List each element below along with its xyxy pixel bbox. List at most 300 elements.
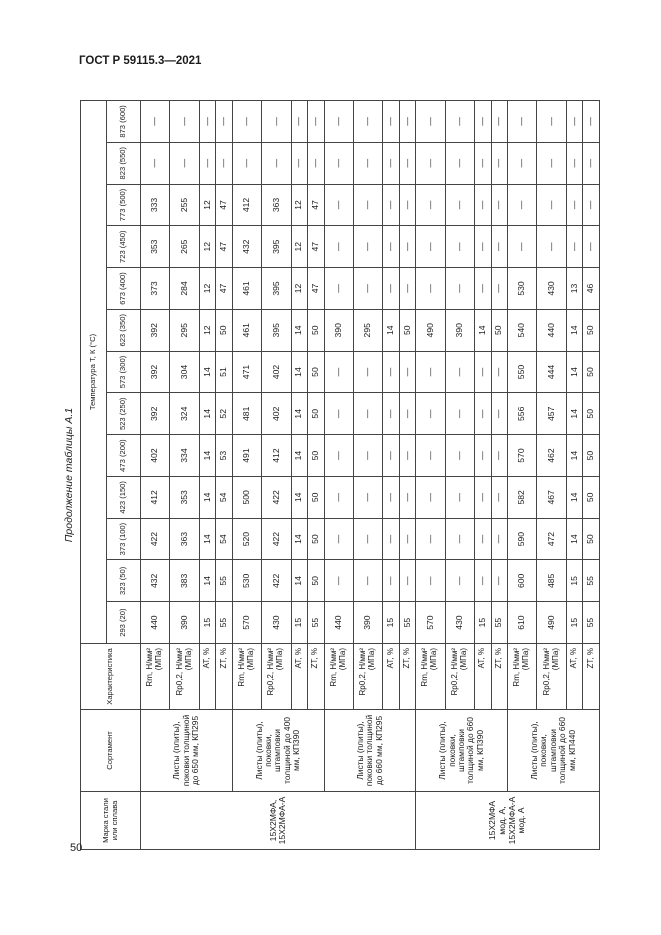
value-cell: 54 bbox=[216, 476, 233, 518]
value-cell: 390 bbox=[170, 602, 199, 644]
value-cell: 14 bbox=[199, 560, 216, 602]
header-characteristic: Характеристика bbox=[81, 644, 141, 710]
value-cell: 50 bbox=[583, 309, 600, 351]
value-cell: 334 bbox=[170, 435, 199, 477]
value-cell: 12 bbox=[199, 309, 216, 351]
value-cell: 15 bbox=[199, 602, 216, 644]
value-cell: — bbox=[399, 184, 416, 226]
value-cell: 14 bbox=[199, 435, 216, 477]
temperature-header-cell: 473 (200) bbox=[107, 435, 141, 477]
value-cell: 390 bbox=[445, 309, 474, 351]
value-cell: 14 bbox=[291, 560, 308, 602]
value-cell: — bbox=[353, 393, 382, 435]
value-cell: 15 bbox=[291, 602, 308, 644]
value-cell: 395 bbox=[262, 226, 291, 268]
temperature-header-cell: 873 (600) bbox=[107, 101, 141, 143]
value-cell: 422 bbox=[262, 518, 291, 560]
value-cell: 14 bbox=[566, 435, 583, 477]
value-cell: 333 bbox=[141, 184, 170, 226]
value-cell: 14 bbox=[566, 351, 583, 393]
value-cell: 570 bbox=[232, 602, 261, 644]
value-cell: 520 bbox=[232, 518, 261, 560]
value-cell: 395 bbox=[262, 268, 291, 310]
value-cell: 373 bbox=[141, 268, 170, 310]
value-cell: 412 bbox=[262, 435, 291, 477]
value-cell: 14 bbox=[291, 435, 308, 477]
value-cell: — bbox=[399, 518, 416, 560]
value-cell: 50 bbox=[216, 309, 233, 351]
value-cell: — bbox=[445, 518, 474, 560]
value-cell: — bbox=[383, 560, 400, 602]
value-cell: — bbox=[353, 268, 382, 310]
value-cell: 50 bbox=[308, 309, 325, 351]
value-cell: 600 bbox=[508, 560, 537, 602]
value-cell: 395 bbox=[262, 309, 291, 351]
value-cell: 422 bbox=[262, 560, 291, 602]
value-cell: — bbox=[491, 226, 508, 268]
value-cell: 556 bbox=[508, 393, 537, 435]
value-cell: 570 bbox=[508, 435, 537, 477]
value-cell: 14 bbox=[199, 476, 216, 518]
value-cell: 14 bbox=[291, 393, 308, 435]
value-cell: — bbox=[537, 101, 566, 143]
value-cell: 412 bbox=[141, 476, 170, 518]
value-cell: — bbox=[537, 226, 566, 268]
value-cell: 582 bbox=[508, 476, 537, 518]
value-cell: — bbox=[141, 101, 170, 143]
value-cell: 440 bbox=[537, 309, 566, 351]
value-cell: — bbox=[491, 101, 508, 143]
value-cell: — bbox=[416, 268, 445, 310]
characteristic-cell: Rp0,2, Н/мм² (МПа) bbox=[353, 644, 382, 710]
value-cell: 402 bbox=[262, 393, 291, 435]
value-cell: — bbox=[308, 101, 325, 143]
value-cell: 457 bbox=[537, 393, 566, 435]
value-cell: — bbox=[491, 476, 508, 518]
value-cell: — bbox=[141, 142, 170, 184]
value-cell: 55 bbox=[399, 602, 416, 644]
value-cell: — bbox=[445, 184, 474, 226]
value-cell: — bbox=[475, 184, 492, 226]
characteristic-cell: AT, % bbox=[566, 644, 583, 710]
value-cell: 14 bbox=[475, 309, 492, 351]
value-cell: — bbox=[399, 268, 416, 310]
characteristic-cell: Rp0,2, Н/мм² (МПа) bbox=[170, 644, 199, 710]
value-cell: 13 bbox=[566, 268, 583, 310]
value-cell: — bbox=[262, 101, 291, 143]
value-cell: — bbox=[232, 142, 261, 184]
value-cell: 50 bbox=[308, 518, 325, 560]
value-cell: 485 bbox=[537, 560, 566, 602]
header-temperature: Температура T, К (°С) bbox=[81, 101, 107, 644]
value-cell: 14 bbox=[199, 518, 216, 560]
value-cell: 412 bbox=[232, 184, 261, 226]
value-cell: — bbox=[508, 226, 537, 268]
value-cell: 491 bbox=[232, 435, 261, 477]
value-cell: — bbox=[416, 393, 445, 435]
value-cell: 14 bbox=[199, 351, 216, 393]
value-cell: — bbox=[508, 101, 537, 143]
characteristic-cell: Rp0,2, Н/мм² (МПа) bbox=[445, 644, 474, 710]
value-cell: 444 bbox=[537, 351, 566, 393]
value-cell: 15 bbox=[383, 602, 400, 644]
value-cell: 430 bbox=[445, 602, 474, 644]
value-cell: — bbox=[399, 435, 416, 477]
value-cell: — bbox=[416, 435, 445, 477]
value-cell: — bbox=[383, 226, 400, 268]
value-cell: — bbox=[324, 142, 353, 184]
value-cell: — bbox=[353, 351, 382, 393]
characteristic-cell: Rm, Н/мм² (МПа) bbox=[416, 644, 445, 710]
value-cell: 422 bbox=[262, 476, 291, 518]
value-cell: — bbox=[475, 476, 492, 518]
value-cell: 15 bbox=[566, 602, 583, 644]
value-cell: — bbox=[475, 560, 492, 602]
sortament-cell: Листы (плиты), поковки толщиной до 650 мм, КП295 bbox=[141, 710, 233, 792]
value-cell: — bbox=[399, 226, 416, 268]
value-cell: 462 bbox=[537, 435, 566, 477]
value-cell: — bbox=[566, 226, 583, 268]
value-cell: — bbox=[353, 226, 382, 268]
characteristic-cell: Rm, Н/мм² (МПа) bbox=[141, 644, 170, 710]
value-cell: 50 bbox=[308, 393, 325, 435]
value-cell: — bbox=[416, 560, 445, 602]
value-cell: — bbox=[383, 268, 400, 310]
properties-table bbox=[80, 100, 600, 850]
value-cell: — bbox=[491, 268, 508, 310]
characteristic-cell: ZT, % bbox=[491, 644, 508, 710]
characteristic-cell: AT, % bbox=[291, 644, 308, 710]
value-cell: — bbox=[353, 435, 382, 477]
header-grade: Марка стали или сплава bbox=[81, 792, 141, 850]
temperature-header-cell: 623 (350) bbox=[107, 309, 141, 351]
value-cell: 53 bbox=[216, 435, 233, 477]
value-cell: — bbox=[383, 435, 400, 477]
value-cell: 47 bbox=[308, 184, 325, 226]
sortament-cell: Листы (плиты), поковки, штамповки толщиной до 660 мм, КП390 bbox=[416, 710, 508, 792]
temperature-header-cell: 293 (20) bbox=[107, 602, 141, 644]
value-cell: — bbox=[475, 393, 492, 435]
temperature-header-cell: 723 (450) bbox=[107, 226, 141, 268]
value-cell: 402 bbox=[262, 351, 291, 393]
value-cell: — bbox=[216, 101, 233, 143]
value-cell: 467 bbox=[537, 476, 566, 518]
grade-cell: 15Х2МФА мод. А, 15Х2МФА-А мод. А bbox=[416, 792, 600, 850]
characteristic-cell: ZT, % bbox=[216, 644, 233, 710]
value-cell: 295 bbox=[353, 309, 382, 351]
value-cell: 12 bbox=[199, 226, 216, 268]
value-cell: — bbox=[383, 393, 400, 435]
value-cell: — bbox=[324, 476, 353, 518]
sortament-cell: Листы (плиты), поковки, штамповки толщиной до 660 мм, КП440 bbox=[508, 710, 600, 792]
value-cell: 530 bbox=[508, 268, 537, 310]
value-cell: 383 bbox=[170, 560, 199, 602]
value-cell: — bbox=[475, 351, 492, 393]
value-cell: 392 bbox=[141, 309, 170, 351]
value-cell: — bbox=[445, 351, 474, 393]
value-cell: — bbox=[353, 142, 382, 184]
value-cell: — bbox=[353, 476, 382, 518]
value-cell: 540 bbox=[508, 309, 537, 351]
value-cell: 490 bbox=[416, 309, 445, 351]
value-cell: — bbox=[475, 518, 492, 560]
value-cell: 295 bbox=[170, 309, 199, 351]
value-cell: 50 bbox=[308, 435, 325, 477]
value-cell: — bbox=[445, 476, 474, 518]
value-cell: 47 bbox=[308, 268, 325, 310]
value-cell: — bbox=[324, 268, 353, 310]
value-cell: — bbox=[416, 476, 445, 518]
value-cell: 590 bbox=[508, 518, 537, 560]
value-cell: 14 bbox=[566, 309, 583, 351]
value-cell: 432 bbox=[232, 226, 261, 268]
value-cell: 363 bbox=[262, 184, 291, 226]
value-cell: — bbox=[583, 142, 600, 184]
value-cell: 50 bbox=[583, 435, 600, 477]
value-cell: 481 bbox=[232, 393, 261, 435]
value-cell: — bbox=[583, 226, 600, 268]
characteristic-cell: Rm, Н/мм² (МПа) bbox=[324, 644, 353, 710]
value-cell: — bbox=[416, 518, 445, 560]
value-cell: 440 bbox=[324, 602, 353, 644]
value-cell: — bbox=[416, 351, 445, 393]
value-cell: 14 bbox=[291, 351, 308, 393]
value-cell: — bbox=[353, 560, 382, 602]
characteristic-cell: AT, % bbox=[475, 644, 492, 710]
table-row bbox=[232, 101, 261, 850]
value-cell: — bbox=[399, 476, 416, 518]
document-header: ГОСТ Р 59115.3—2021 bbox=[79, 55, 202, 67]
value-cell: 55 bbox=[216, 602, 233, 644]
value-cell: 47 bbox=[216, 184, 233, 226]
value-cell: 54 bbox=[216, 518, 233, 560]
value-cell: — bbox=[491, 393, 508, 435]
sortament-cell: Листы (плиты), поковки, штамповки толщиной до 400 мм, КП390 bbox=[232, 710, 324, 792]
value-cell: 12 bbox=[199, 268, 216, 310]
value-cell: — bbox=[308, 142, 325, 184]
value-cell: — bbox=[475, 268, 492, 310]
value-cell: — bbox=[445, 393, 474, 435]
value-cell: — bbox=[445, 268, 474, 310]
characteristic-cell: Rp0,2, Н/мм² (МПа) bbox=[537, 644, 566, 710]
value-cell: 14 bbox=[383, 309, 400, 351]
value-cell: — bbox=[475, 101, 492, 143]
temperature-header-cell: 523 (250) bbox=[107, 393, 141, 435]
value-cell: — bbox=[566, 142, 583, 184]
value-cell: 490 bbox=[537, 602, 566, 644]
caption-wrapper bbox=[60, 100, 78, 850]
table-row bbox=[508, 101, 537, 850]
value-cell: 55 bbox=[308, 602, 325, 644]
value-cell: — bbox=[324, 226, 353, 268]
value-cell: — bbox=[537, 142, 566, 184]
value-cell: — bbox=[445, 226, 474, 268]
value-cell: 15 bbox=[566, 560, 583, 602]
value-cell: — bbox=[537, 184, 566, 226]
value-cell: 14 bbox=[566, 518, 583, 560]
characteristic-cell: Rm, Н/мм² (МПа) bbox=[232, 644, 261, 710]
value-cell: — bbox=[324, 393, 353, 435]
value-cell: — bbox=[324, 351, 353, 393]
value-cell: 14 bbox=[199, 393, 216, 435]
value-cell: 550 bbox=[508, 351, 537, 393]
value-cell: — bbox=[566, 101, 583, 143]
value-cell: 461 bbox=[232, 268, 261, 310]
characteristic-cell: Rp0,2, Н/мм² (МПа) bbox=[262, 644, 291, 710]
value-cell: 51 bbox=[216, 351, 233, 393]
value-cell: 47 bbox=[308, 226, 325, 268]
value-cell: 472 bbox=[537, 518, 566, 560]
value-cell: 610 bbox=[508, 602, 537, 644]
value-cell: — bbox=[491, 435, 508, 477]
value-cell: 50 bbox=[583, 476, 600, 518]
value-cell: — bbox=[399, 560, 416, 602]
value-cell: 46 bbox=[583, 268, 600, 310]
value-cell: — bbox=[416, 142, 445, 184]
table-row bbox=[324, 101, 353, 850]
value-cell: 500 bbox=[232, 476, 261, 518]
value-cell: — bbox=[324, 435, 353, 477]
temperature-header-cell: 323 (50) bbox=[107, 560, 141, 602]
value-cell: — bbox=[291, 101, 308, 143]
value-cell: 430 bbox=[262, 602, 291, 644]
value-cell: 14 bbox=[566, 476, 583, 518]
value-cell: — bbox=[383, 184, 400, 226]
value-cell: — bbox=[491, 351, 508, 393]
value-cell: — bbox=[199, 101, 216, 143]
value-cell: — bbox=[399, 393, 416, 435]
value-cell: — bbox=[399, 351, 416, 393]
value-cell: — bbox=[508, 142, 537, 184]
value-cell: — bbox=[383, 142, 400, 184]
value-cell: — bbox=[583, 101, 600, 143]
value-cell: — bbox=[399, 101, 416, 143]
value-cell: 392 bbox=[141, 393, 170, 435]
value-cell: — bbox=[445, 142, 474, 184]
value-cell: 15 bbox=[475, 602, 492, 644]
value-cell: — bbox=[383, 101, 400, 143]
value-cell: — bbox=[491, 518, 508, 560]
value-cell: 304 bbox=[170, 351, 199, 393]
value-cell: 432 bbox=[141, 560, 170, 602]
value-cell: — bbox=[445, 101, 474, 143]
value-cell: 50 bbox=[399, 309, 416, 351]
value-cell: 255 bbox=[170, 184, 199, 226]
value-cell: — bbox=[383, 476, 400, 518]
header-sortament: Сортамент bbox=[81, 710, 141, 792]
value-cell: 570 bbox=[416, 602, 445, 644]
value-cell: 50 bbox=[308, 560, 325, 602]
value-cell: 50 bbox=[583, 351, 600, 393]
characteristic-cell: Rm, Н/мм² (МПа) bbox=[508, 644, 537, 710]
table-caption: Продолжение таблицы А.1 bbox=[63, 407, 75, 543]
value-cell: 390 bbox=[353, 602, 382, 644]
value-cell: — bbox=[445, 560, 474, 602]
value-cell: 324 bbox=[170, 393, 199, 435]
value-cell: — bbox=[353, 518, 382, 560]
value-cell: 12 bbox=[291, 226, 308, 268]
value-cell: 52 bbox=[216, 393, 233, 435]
characteristic-cell: ZT, % bbox=[308, 644, 325, 710]
characteristic-cell: AT, % bbox=[199, 644, 216, 710]
value-cell: — bbox=[566, 184, 583, 226]
value-cell: 363 bbox=[170, 518, 199, 560]
value-cell: — bbox=[353, 184, 382, 226]
value-cell: 353 bbox=[170, 476, 199, 518]
table-container bbox=[80, 100, 600, 850]
value-cell: — bbox=[262, 142, 291, 184]
value-cell: 50 bbox=[491, 309, 508, 351]
value-cell: — bbox=[475, 226, 492, 268]
table-row bbox=[416, 101, 445, 850]
value-cell: 55 bbox=[583, 560, 600, 602]
value-cell: — bbox=[324, 184, 353, 226]
value-cell: 50 bbox=[308, 351, 325, 393]
value-cell: — bbox=[399, 142, 416, 184]
value-cell: 14 bbox=[291, 309, 308, 351]
value-cell: — bbox=[491, 560, 508, 602]
value-cell: 55 bbox=[216, 560, 233, 602]
value-cell: 12 bbox=[199, 184, 216, 226]
value-cell: 14 bbox=[566, 393, 583, 435]
value-cell: 461 bbox=[232, 309, 261, 351]
value-cell: — bbox=[324, 518, 353, 560]
temperature-header-cell: 573 (300) bbox=[107, 351, 141, 393]
value-cell: 530 bbox=[232, 560, 261, 602]
value-cell: — bbox=[491, 142, 508, 184]
value-cell: 284 bbox=[170, 268, 199, 310]
value-cell: 55 bbox=[583, 602, 600, 644]
value-cell: 50 bbox=[583, 393, 600, 435]
value-cell: — bbox=[383, 518, 400, 560]
value-cell: — bbox=[508, 184, 537, 226]
value-cell: — bbox=[583, 184, 600, 226]
value-cell: 422 bbox=[141, 518, 170, 560]
value-cell: 390 bbox=[324, 309, 353, 351]
value-cell: — bbox=[383, 351, 400, 393]
value-cell: 47 bbox=[216, 268, 233, 310]
temperature-header-cell: 773 (500) bbox=[107, 184, 141, 226]
value-cell: 265 bbox=[170, 226, 199, 268]
value-cell: 14 bbox=[291, 518, 308, 560]
page-number: 50 bbox=[70, 842, 83, 854]
temperature-header-cell: 823 (550) bbox=[107, 142, 141, 184]
value-cell: — bbox=[324, 560, 353, 602]
value-cell: 50 bbox=[308, 476, 325, 518]
value-cell: — bbox=[353, 101, 382, 143]
value-cell: 430 bbox=[537, 268, 566, 310]
value-cell: 14 bbox=[291, 476, 308, 518]
table-row bbox=[141, 101, 170, 850]
value-cell: — bbox=[416, 184, 445, 226]
value-cell: 471 bbox=[232, 351, 261, 393]
characteristic-cell: ZT, % bbox=[399, 644, 416, 710]
value-cell: 12 bbox=[291, 184, 308, 226]
value-cell: — bbox=[475, 142, 492, 184]
value-cell: — bbox=[216, 142, 233, 184]
grade-cell: 15Х2МФА, 15Х2МФА-А bbox=[141, 792, 416, 850]
characteristic-cell: AT, % bbox=[383, 644, 400, 710]
value-cell: 392 bbox=[141, 351, 170, 393]
value-cell: — bbox=[170, 101, 199, 143]
value-cell: — bbox=[291, 142, 308, 184]
value-cell: — bbox=[199, 142, 216, 184]
temperature-header-cell: 373 (100) bbox=[107, 518, 141, 560]
value-cell: — bbox=[445, 435, 474, 477]
value-cell: 50 bbox=[583, 518, 600, 560]
value-cell: 12 bbox=[291, 268, 308, 310]
value-cell: 55 bbox=[491, 602, 508, 644]
